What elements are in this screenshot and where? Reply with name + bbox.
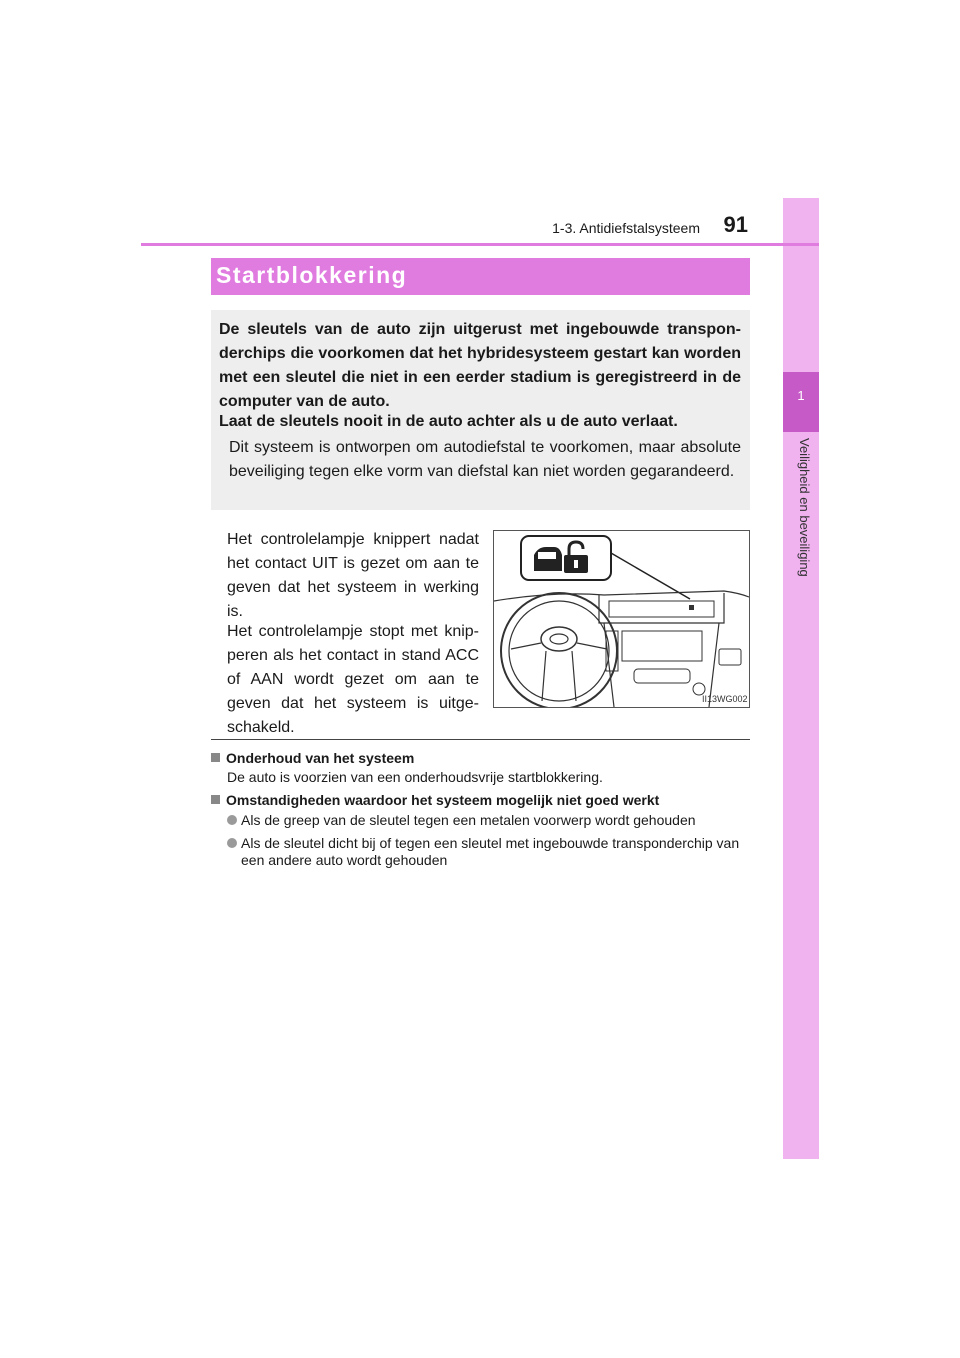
square-bullet-icon [211,795,220,804]
body-paragraph-2: Het controlelampje stopt met knipperen als het contact in stand ACC of AAN wordt gezet om aan te geven dat het systeem is uitgeschakeld. [227,623,479,736]
car-lock-indicator-icon [521,536,611,580]
square-bullet-icon [211,753,220,762]
header-divider [141,243,819,246]
note-text-maintenance: De auto is voorzien van een onderhoudsvrije startblokkering. [227,769,603,785]
side-tab [783,198,819,1159]
intro-warning: Laat de sleutels nooit in de auto achter als u de auto verlaat. [219,413,678,430]
section-title: Startblokkering [216,262,408,288]
section-header: 1-3. Antidiefstalsysteem [552,220,700,236]
intro-text: De sleutels van de auto zijn uitgerust met ingebouwde transponderchips die voorkomen dat het hybridesysteem gestart kan worden met een sleutel die niet in een eerder stadium is geregistreerd in de computer van de auto. [219,321,741,410]
note-heading-conditions: Omstandigheden waardoor het systeem mogelijk niet goed werkt [211,791,659,809]
circle-bullet-icon [227,838,237,848]
list-item: Als de greep van de sleutel tegen een metalen voorwerp wordt gehouden [227,812,750,829]
notes-divider [211,739,750,740]
list-item: Als de sleutel dicht bij of tegen een sleutel met ingebouwde transponderchip van een andere auto wordt gehouden [227,835,750,869]
note-heading-maintenance: Onderhoud van het systeem [211,749,414,767]
page-number: 91 [723,212,748,237]
chapter-title: Veiligheid en beveiliging [797,438,812,577]
chapter-number: 1 [797,388,805,403]
dashboard-illustration [493,530,750,708]
body-paragraph-1: Het controlelampje knippert nadat het contact UIT is gezet om aan te geven dat het systeem in werking is. [227,531,479,620]
intro-note: Dit systeem is ontworpen om autodiefstal te voorkomen, maar absolute beveiliging tegen elke vorm van diefstal kan niet worden gegarandeerd. [229,439,741,480]
illustration-code: II13WG002 [702,694,748,704]
dashboard-drawing [494,531,749,707]
circle-bullet-icon [227,815,237,825]
